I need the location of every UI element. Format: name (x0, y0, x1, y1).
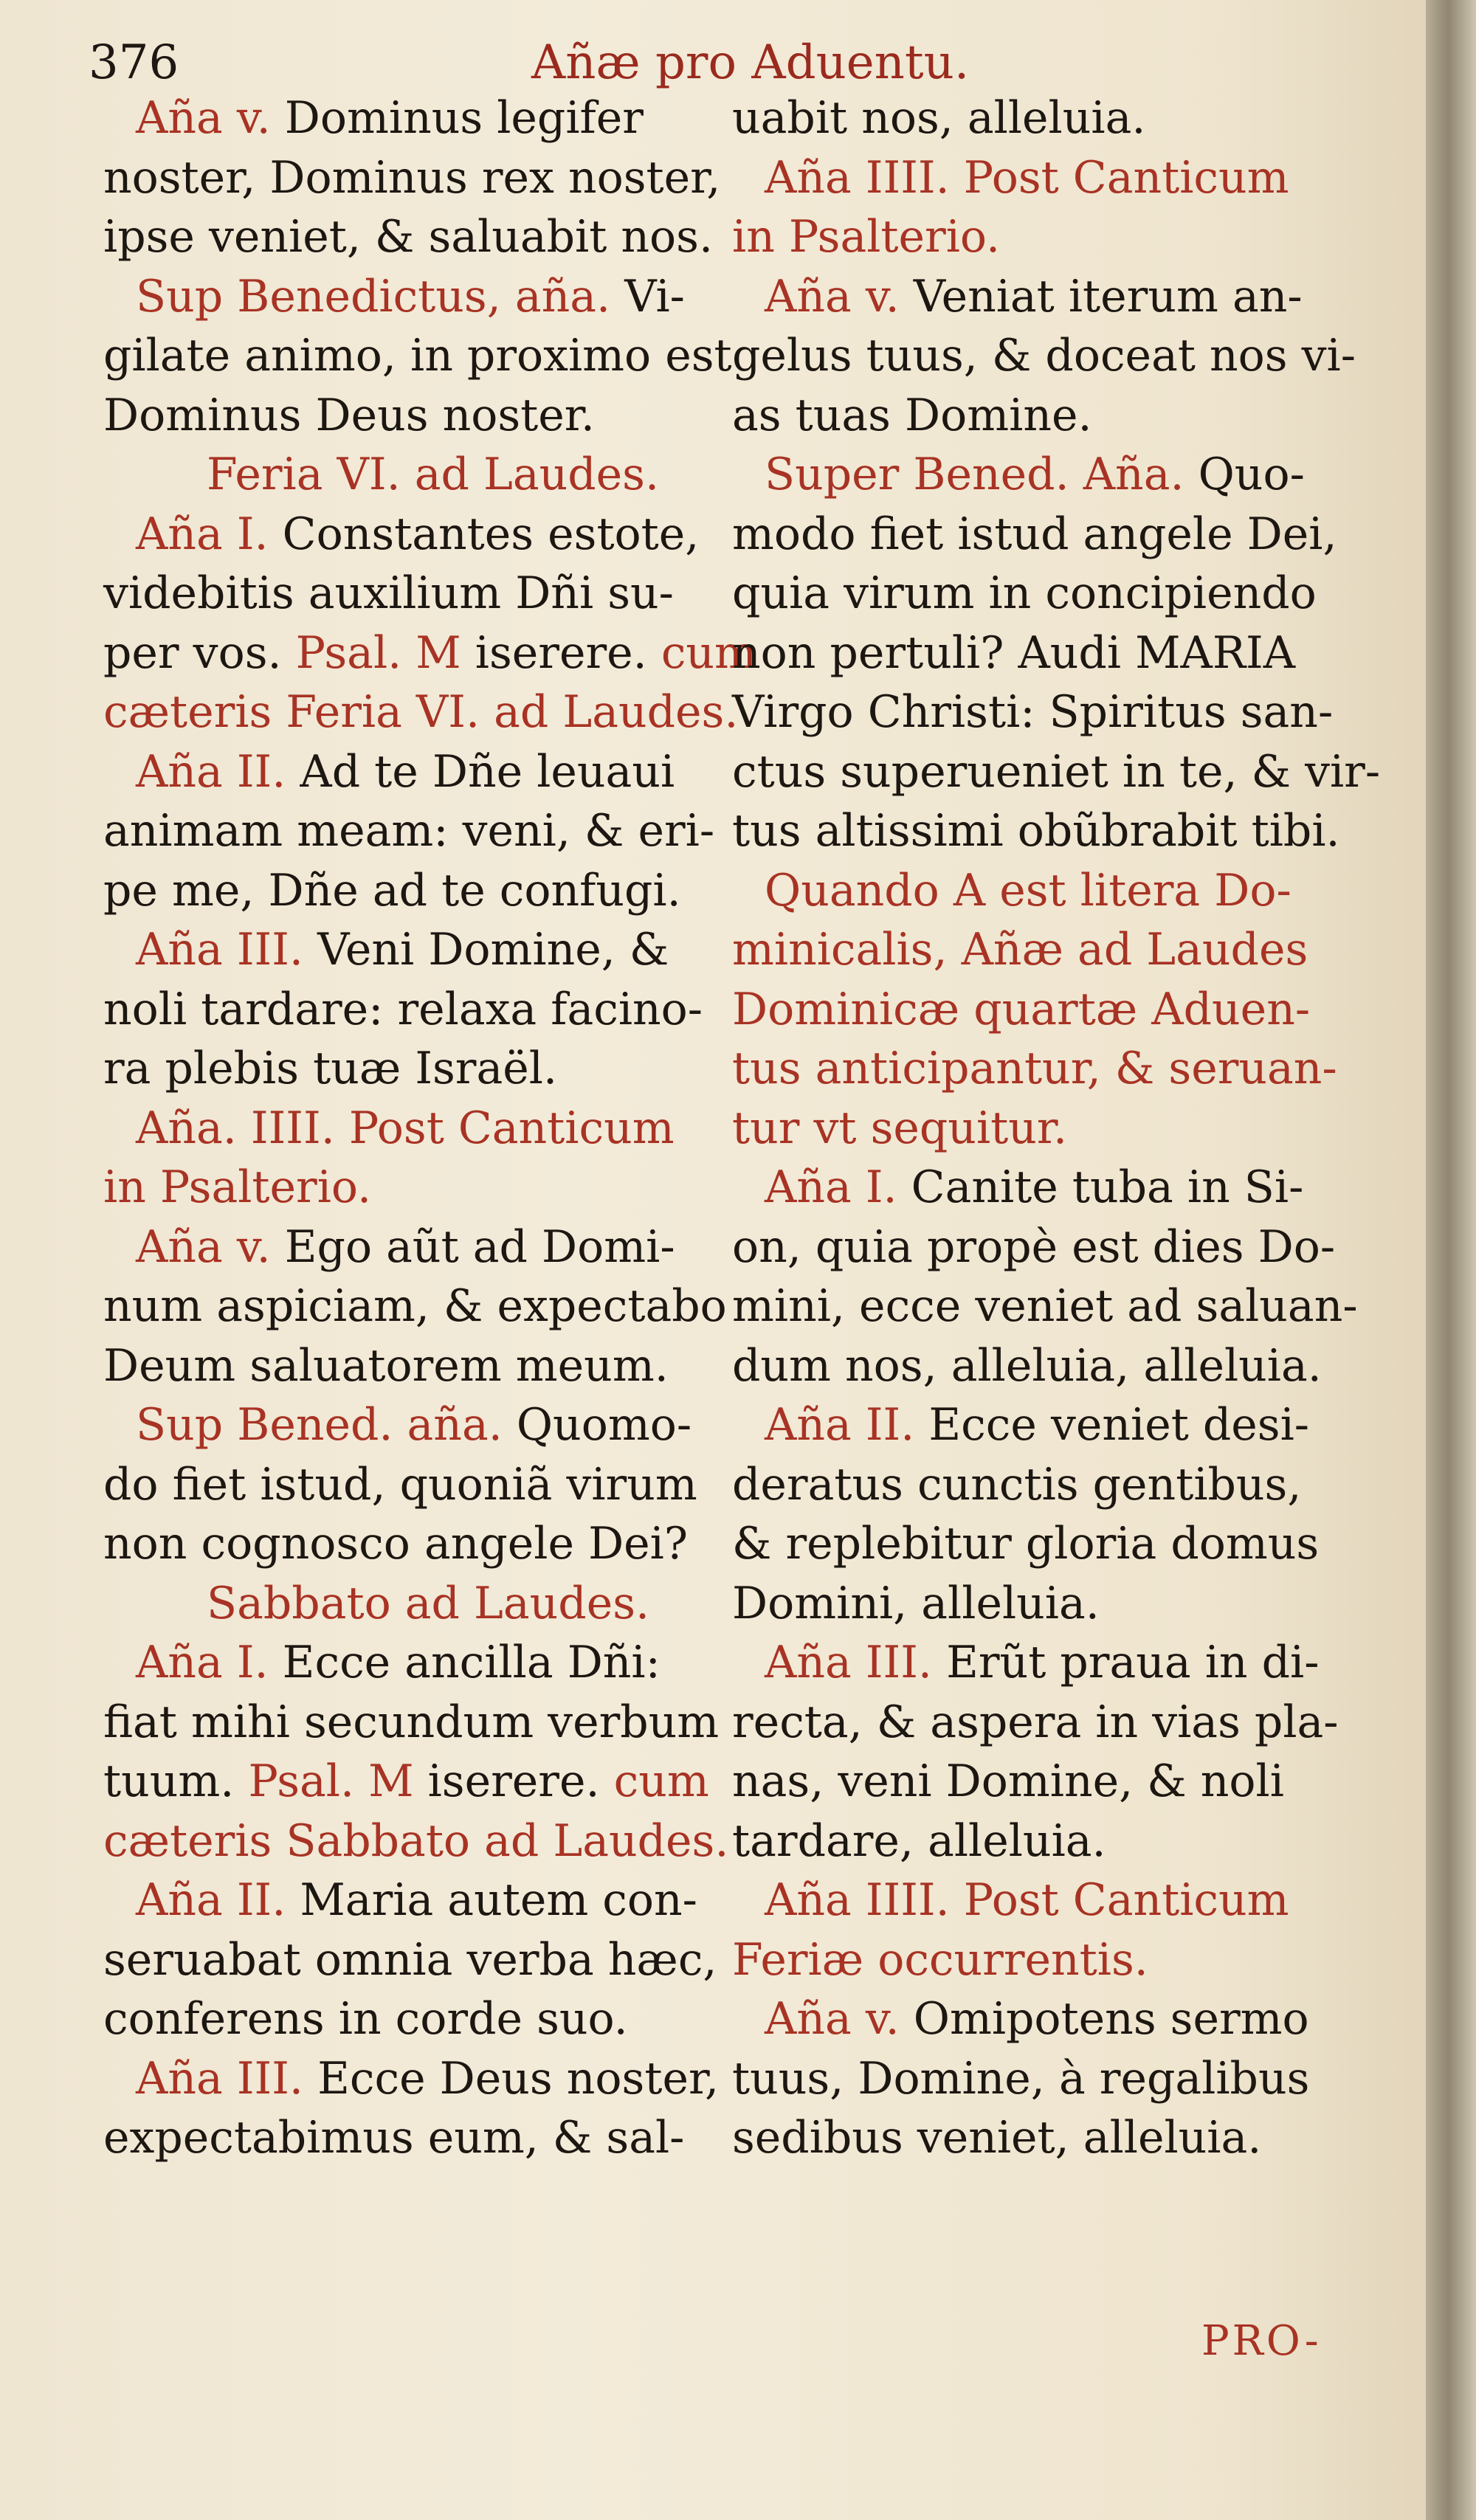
text-line (732, 1039, 1345, 1099)
text-line (732, 1455, 1345, 1515)
text-line (103, 1455, 716, 1515)
text-line (732, 1277, 1358, 1336)
text-line (103, 683, 739, 742)
text-line (732, 1218, 1345, 1277)
body-text: noli tardare: relaxa facino- (103, 983, 703, 1035)
text-line (103, 1099, 716, 1159)
body-text: Veni Domine, & (317, 924, 669, 976)
rubric-text: in Psalterio. (103, 1161, 372, 1213)
text-line (732, 742, 1381, 802)
rubric-text: Aña IIII. Post Canticum (765, 151, 1289, 204)
rubric-text: Aña v. (136, 1221, 285, 1273)
text-line (732, 2049, 1345, 2109)
body-text: Veniat iterum an- (913, 270, 1303, 322)
body-text: as tuas Domine. (732, 389, 1092, 441)
rubric-text: Psal. M (295, 626, 475, 679)
body-text: Dominus legifer (284, 92, 644, 144)
text-line (103, 980, 716, 1040)
text-line (103, 148, 721, 208)
page-header (0, 28, 1426, 94)
body-text: conferens in corde suo. (103, 1993, 628, 2045)
text-line (732, 1514, 1345, 1574)
text-line (103, 920, 716, 980)
text-line (103, 1395, 716, 1455)
body-text: iserere. (475, 626, 661, 679)
text-line (103, 326, 732, 386)
text-line (103, 1871, 716, 1930)
body-text: Omipotens sermo (913, 1993, 1309, 2045)
body-text: mini, ecce veniet ad saluan- (732, 1280, 1358, 1332)
text-line (732, 1693, 1345, 1753)
text-line (103, 801, 716, 861)
rubric-text: cum (661, 626, 756, 679)
text-line (103, 89, 716, 148)
body-text: Vi- (624, 270, 685, 322)
body-text: Ego aũt ad Domi- (284, 1221, 675, 1273)
body-text: videbitis auxilium Dñi su- (103, 567, 674, 619)
rubric-text: Aña III. (136, 2052, 318, 2105)
rubric-text: Aña II. (136, 745, 300, 798)
text-line (732, 1574, 1345, 1634)
text-line (103, 386, 716, 446)
body-text: Canite tuba in Si- (911, 1161, 1304, 1213)
rubric-text: Sup Bened. aña. (136, 1399, 517, 1451)
text-line (103, 1693, 720, 1753)
rubric-text: Super Bened. Aña. (765, 449, 1199, 500)
text-line (732, 624, 1345, 683)
body-text: ctus superueniet in te, & vir- (732, 745, 1381, 798)
rubric-text: Psal. M (248, 1756, 428, 1807)
text-line (732, 1871, 1345, 1930)
text-line (103, 1277, 727, 1336)
text-line (732, 1158, 1345, 1218)
body-text: non pertuli? Audi MARIA (732, 626, 1296, 679)
body-text: ra plebis tuæ Israël. (103, 1043, 558, 1094)
text-line (732, 1989, 1345, 2049)
text-line (732, 445, 1345, 505)
text-line (732, 1812, 1345, 1871)
body-text: noster, Dominus rex noster, (103, 151, 721, 204)
rubric-text: Aña I. (136, 1637, 283, 1688)
left-column (103, 89, 756, 2168)
text-line (103, 1930, 716, 1990)
text-line (103, 1158, 716, 1218)
body-text: Erũt praua in di- (946, 1637, 1320, 1688)
body-text: pe me, Dñe ad te confugi. (103, 864, 681, 916)
text-line (103, 624, 756, 683)
rubric-text: Aña II. (765, 1399, 929, 1451)
body-text: Quomo- (516, 1399, 692, 1451)
body-text: expectabimus eum, & sal- (103, 2112, 685, 2164)
text-line (103, 1752, 716, 1812)
body-text: on, quia propè est dies Do- (732, 1221, 1336, 1273)
body-text: Constantes estote, (282, 508, 700, 560)
rubric-text: Aña I. (136, 508, 283, 560)
text-line (103, 267, 716, 327)
text-line (732, 148, 1345, 208)
body-text: Ad te Dñe leuaui (300, 745, 675, 798)
text-line (732, 326, 1356, 386)
text-line (103, 2049, 720, 2109)
text-line (103, 1812, 729, 1871)
rubric-text: cum (613, 1756, 709, 1807)
body-text: per vos. (103, 626, 296, 679)
text-line (103, 445, 716, 505)
body-text: & replebitur gloria domus (732, 1518, 1320, 1570)
rubric-text: Aña III. (765, 1637, 947, 1688)
rubric-text: Quando A est litera Do- (765, 864, 1292, 916)
body-text: iserere. (427, 1756, 614, 1807)
text-line (103, 1039, 716, 1099)
rubric-text: tus anticipantur, & seruan- (732, 1043, 1337, 1094)
text-line (732, 267, 1345, 327)
text-line (732, 920, 1345, 980)
body-text: ipse veniet, & saluabit nos. (103, 211, 714, 263)
text-line (103, 1514, 716, 1574)
rubric-text: Aña III. (136, 924, 318, 976)
rubric-text: Feria VI. ad Laudes. (207, 449, 660, 500)
text-line (732, 1395, 1345, 1455)
text-line (732, 801, 1345, 861)
body-text: tuus, Domine, à regalibus (732, 2052, 1310, 2105)
rubric-text: minicalis, Añæ ad Laudes (732, 924, 1308, 976)
body-text: fiat mihi secundum verbum (103, 1696, 720, 1748)
rubric-text: Aña IIII. Post Canticum (765, 1874, 1289, 1926)
body-text: Dominus Deus noster. (103, 389, 595, 441)
text-line (732, 89, 1345, 148)
book-gutter (1426, 0, 1476, 2520)
rubric-text: cæteris Sabbato ad Laudes. (103, 1815, 729, 1867)
rubric-text: Feriæ occurrentis. (732, 1933, 1148, 1986)
body-text: seruabat omnia verba hæc, (103, 1933, 717, 1986)
body-text: Virgo Christi: Spiritus san- (732, 686, 1334, 738)
text-line (732, 1633, 1345, 1693)
text-line (103, 742, 716, 802)
text-line (103, 2108, 716, 2168)
body-text: Domini, alleluia. (732, 1577, 1100, 1629)
text-line (103, 505, 716, 565)
page-number: 376 (89, 35, 179, 90)
rubric-text: in Psalterio. (732, 211, 1001, 263)
body-text: deratus cunctis gentibus, (732, 1458, 1302, 1511)
right-column (732, 89, 1381, 2168)
body-text: tardare, alleluia. (732, 1815, 1106, 1867)
text-line (732, 1336, 1345, 1396)
rubric-text: Sup Benedictus, aña. (136, 270, 625, 322)
text-line (732, 564, 1345, 624)
body-text: num aspiciam, & expectabo (103, 1280, 727, 1332)
rubric-text: Aña I. (765, 1161, 911, 1213)
text-line (103, 1633, 716, 1693)
rubric-text: Aña v. (765, 270, 914, 322)
rubric-text: Sabbato ad Laudes. (207, 1577, 650, 1629)
text-line (732, 2108, 1345, 2168)
body-text: non cognosco angele Dei? (103, 1518, 689, 1570)
body-text: tuum. (103, 1756, 249, 1807)
text-line (103, 207, 716, 267)
body-text: do fiet istud, quoniã virum (103, 1458, 697, 1511)
catchword: PRO- (1201, 2317, 1322, 2365)
rubric-text: tur vt sequitur. (732, 1102, 1068, 1154)
text-line (732, 386, 1345, 446)
body-text: dum nos, alleluia, alleluia. (732, 1339, 1322, 1392)
body-text: uabit nos, alleluia. (732, 92, 1146, 144)
text-line (103, 564, 716, 624)
rubric-text: Aña. IIII. Post Canticum (136, 1102, 675, 1154)
body-text: modo fiet istud angele Dei, (732, 508, 1337, 560)
text-line (103, 861, 716, 921)
running-title: Añæ pro Aduentu. (531, 35, 970, 90)
body-text: Deum saluatorem meum. (103, 1339, 669, 1392)
rubric-text: cæteris Feria VI. ad Laudes. (103, 686, 739, 738)
text-line (103, 1989, 716, 2049)
body-text: Ecce veniet desi- (928, 1399, 1310, 1451)
body-text: Quo- (1198, 449, 1305, 500)
body-text: nas, veni Domine, & noli (732, 1756, 1284, 1807)
body-text: animam meam: veni, & eri- (103, 805, 715, 857)
text-line (732, 1099, 1345, 1159)
text-line (103, 1574, 716, 1634)
text-line (103, 1218, 716, 1277)
text-line (732, 1752, 1345, 1812)
text-line (732, 861, 1345, 921)
body-text: gilate animo, in proximo est (103, 330, 732, 382)
text-line (103, 1336, 716, 1396)
rubric-text: Aña v. (765, 1993, 914, 2045)
body-text: Ecce Deus noster, (317, 2052, 720, 2105)
text-line (732, 683, 1345, 742)
body-text: gelus tuus, & doceat nos vi- (732, 330, 1356, 382)
rubric-text: Dominicæ quartæ Aduen- (732, 983, 1311, 1035)
body-text: sedibus veniet, alleluia. (732, 2112, 1262, 2164)
body-text: Ecce ancilla Dñi: (282, 1637, 661, 1688)
body-text: quia virum in concipiendo (732, 567, 1317, 619)
rubric-text: Aña v. (136, 92, 285, 144)
body-text: recta, & aspera in vias pla- (732, 1696, 1339, 1748)
rubric-text: Aña II. (136, 1874, 300, 1926)
body-text: Maria autem con- (300, 1874, 697, 1926)
body-text: tus altissimi obũbrabit tibi. (732, 805, 1340, 857)
text-line (732, 505, 1345, 565)
text-line (732, 980, 1345, 1040)
text-line (732, 207, 1345, 267)
text-line (732, 1930, 1345, 1990)
